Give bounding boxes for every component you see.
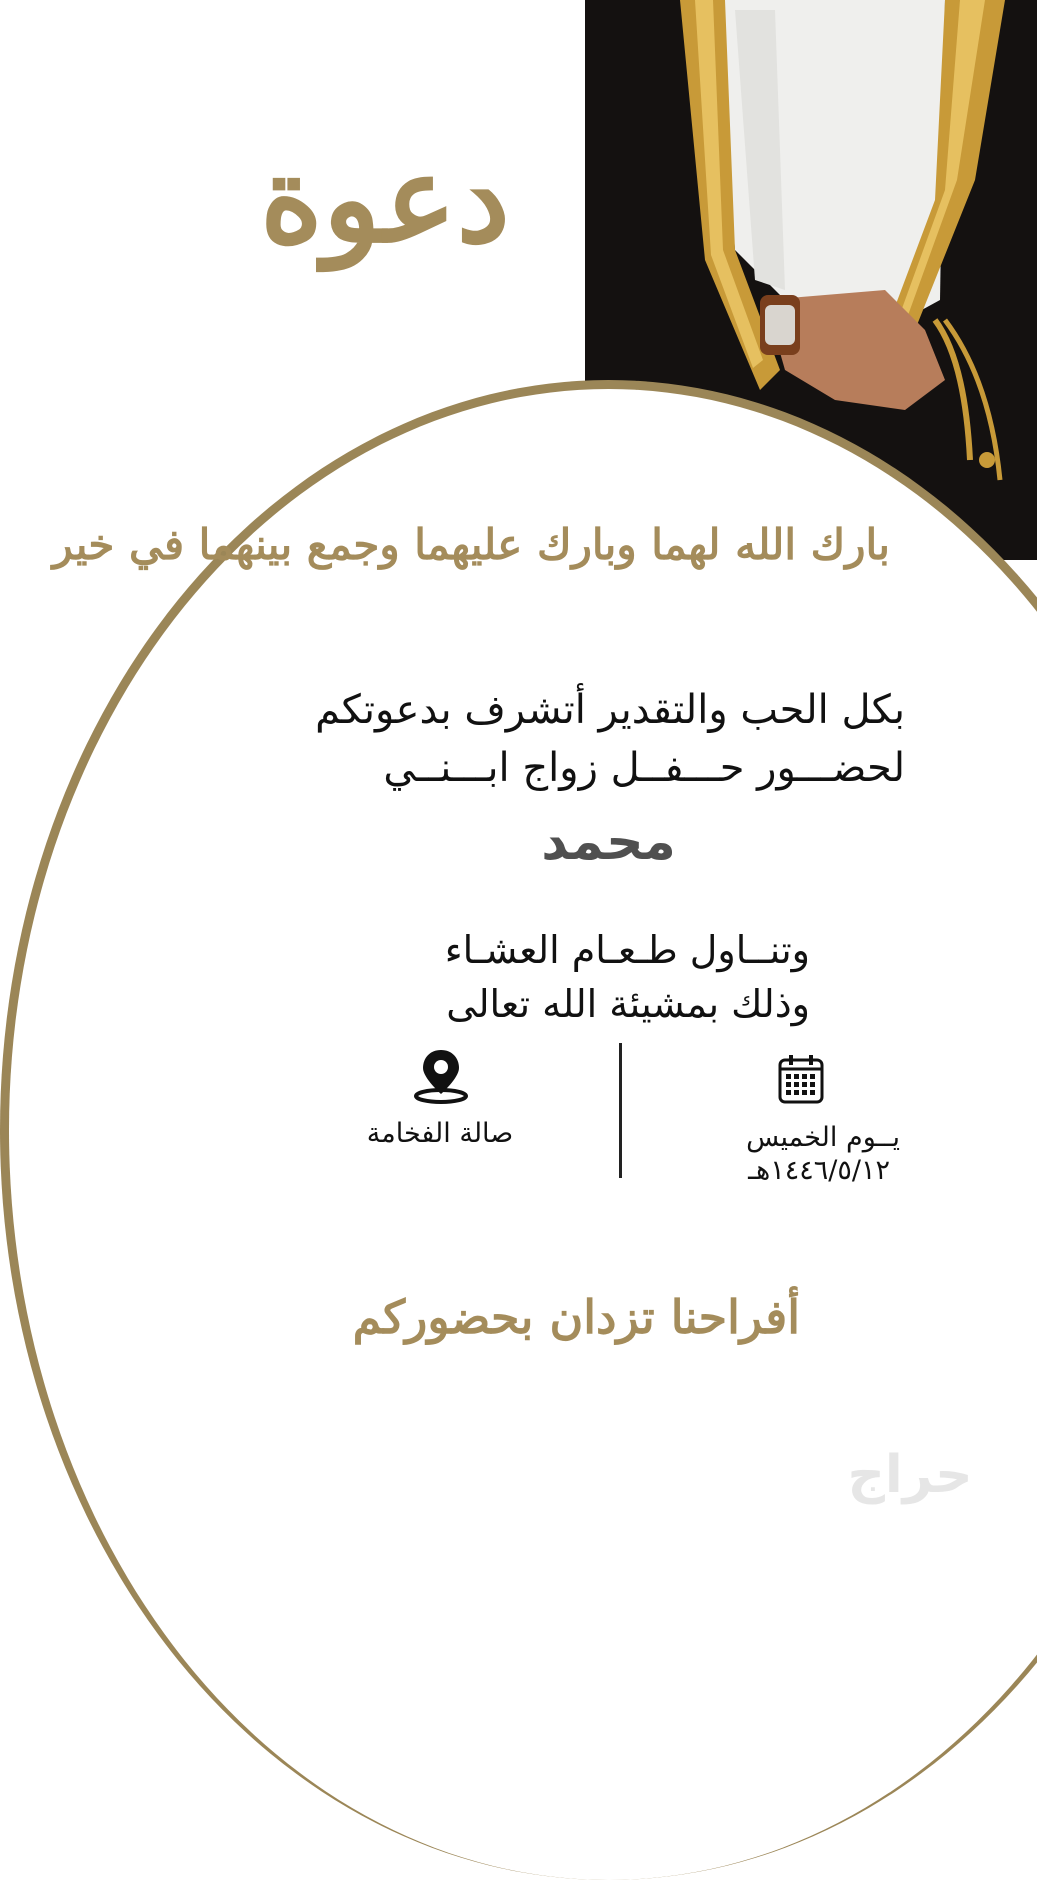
location-pin-icon	[412, 1048, 470, 1104]
day-label: يــوم الخميس	[746, 1122, 900, 1153]
dinner-line-1: وتنــاول طـعـام العشـاء	[444, 928, 810, 972]
title-calligraphy-text: دعوة	[260, 129, 510, 270]
blessing-text: بارك الله لهما وبارك عليهما وجمع بينهما في خير	[52, 520, 890, 569]
invitation-card	[52, 0, 1037, 1517]
date-label: ١٤٤٦/٥/١٢هـ	[748, 1155, 890, 1186]
venue-label: صالة الفخامة	[366, 1118, 514, 1149]
intro-line-2: لحضـــور حـــفــل زواج ابـــنــي	[383, 745, 905, 791]
invitation-title	[230, 80, 540, 310]
closing-text: أفراحنا تزدان بحضوركم	[352, 1290, 800, 1344]
closing-calligraphy	[352, 1270, 800, 1380]
intro-line-1: بكل الحب والتقدير أتشرف بدعوتكم	[315, 687, 905, 733]
dinner-line-2: وذلك بمشيئة الله تعالى	[446, 982, 810, 1026]
groom-name: محمد	[541, 812, 676, 872]
haraj-watermark: حراج	[847, 1445, 973, 1505]
blessing-calligraphy	[52, 500, 890, 620]
calendar-icon	[777, 1053, 825, 1105]
details-divider	[619, 1043, 622, 1178]
